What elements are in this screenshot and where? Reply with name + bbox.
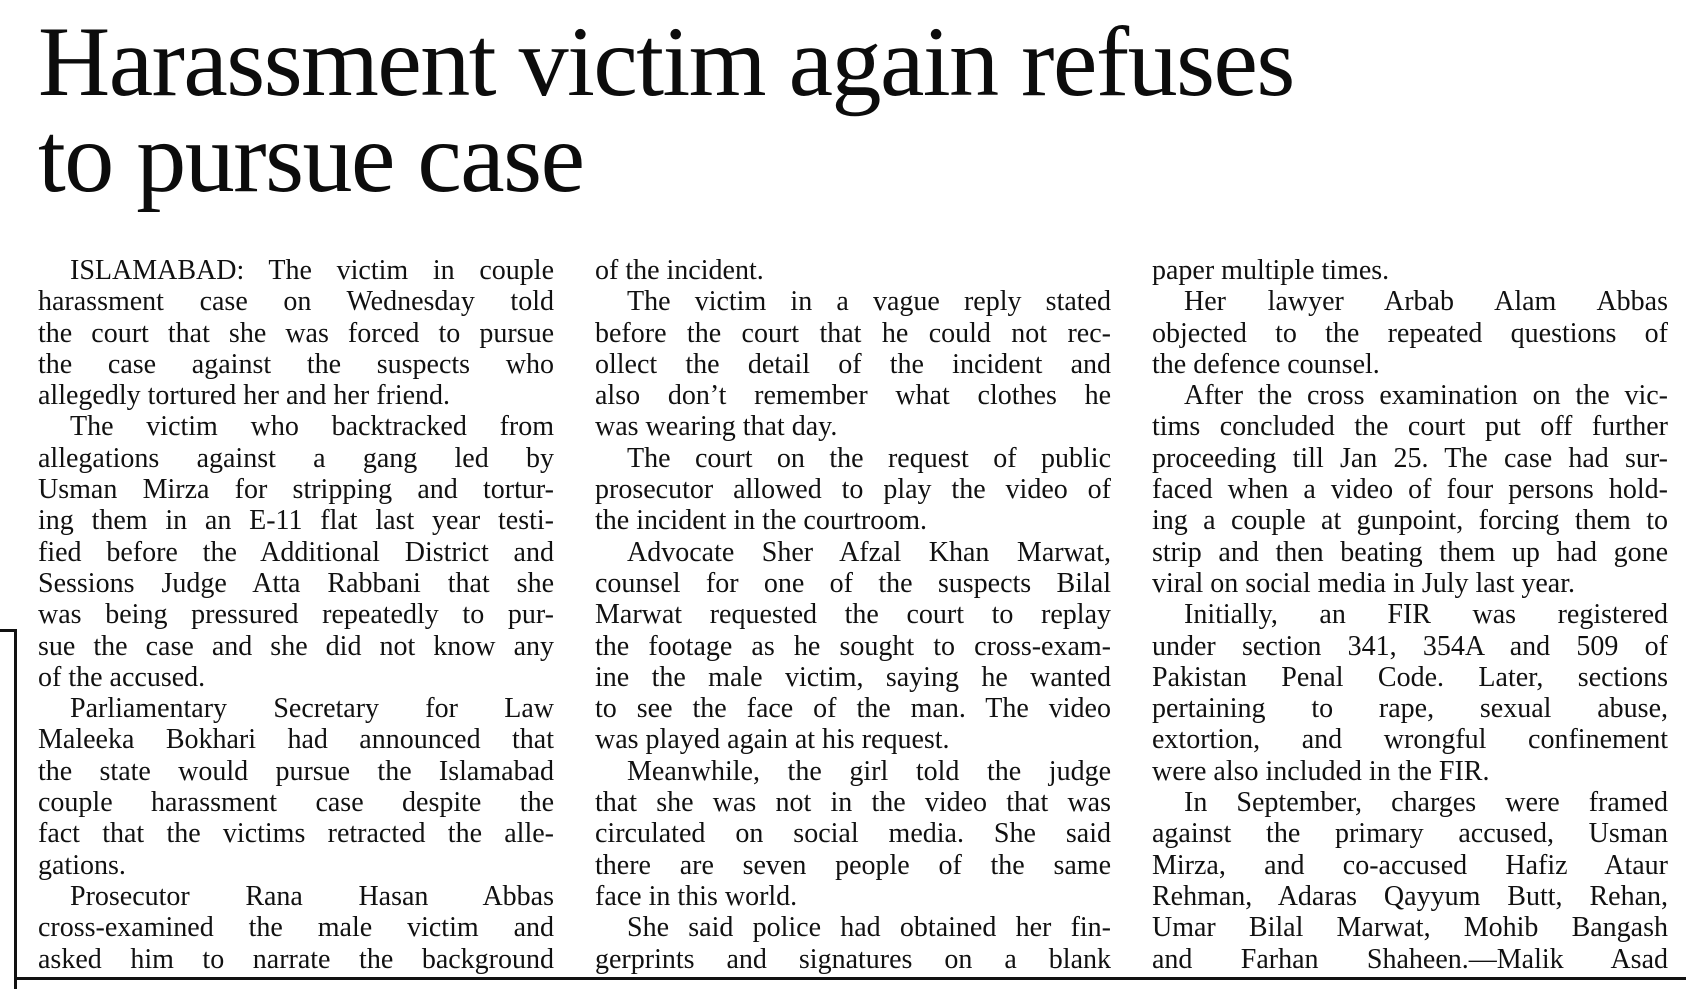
text-line: gations. <box>38 849 126 881</box>
text-line: was being pressured repeatedly to pur- <box>38 599 554 631</box>
text-line: strip and then beating them up had gone <box>1152 536 1668 568</box>
text-line: allegations against a gang led by <box>38 442 554 474</box>
text-line: Sessions Judge Atta Rabbani that she <box>38 567 554 599</box>
paragraph <box>38 693 554 881</box>
text-line: Marwat requested the court to replay <box>595 599 1111 631</box>
text-line: of the incident. <box>595 255 764 286</box>
paragraph <box>1152 286 1668 380</box>
text-line: proceeding till Jan 25. The case had sur- <box>1152 442 1668 474</box>
text-line: there are seven people of the same <box>595 849 1111 881</box>
text-line: pertaining to rape, sexual abuse, <box>1152 693 1668 725</box>
paragraph <box>38 881 554 975</box>
text-line: harassment case on Wednesday told <box>38 286 554 318</box>
text-line: Maleeka Bokhari had announced that <box>38 724 554 756</box>
headline-line-1: Harassment victim again refuses <box>38 6 1294 117</box>
text-line: Advocate Sher Afzal Khan Marwat, <box>627 536 1111 568</box>
article-column-3 <box>1152 255 1668 975</box>
text-line: ollect the detail of the incident and <box>595 348 1111 380</box>
text-line: was wearing that day. <box>595 411 838 443</box>
text-line: against the primary accused, Usman <box>1152 818 1668 850</box>
text-line: the state would pursue the Islamabad <box>38 755 554 787</box>
text-line: face in this world. <box>595 880 798 912</box>
text-line: ISLAMABAD: The victim in couple <box>70 255 554 286</box>
text-line: The victim who backtracked from <box>70 411 554 443</box>
paragraph <box>1152 599 1668 787</box>
text-line: couple harassment case despite the <box>38 787 554 819</box>
paragraph <box>1152 380 1668 599</box>
text-line: to see the face of the man. The video <box>595 693 1111 725</box>
text-line: paper multiple times. <box>1152 255 1390 286</box>
text-line: gerprints and signatures on a blank <box>595 943 1111 975</box>
paragraph <box>38 411 554 693</box>
text-line: ing a couple at gunpoint, forcing them to <box>1152 505 1668 537</box>
text-line: ing them in an E-11 flat last year testi- <box>38 505 554 537</box>
text-line: cross-examined the male victim and <box>38 912 554 944</box>
text-line: Her lawyer Arbab Alam Abbas <box>1184 286 1668 318</box>
text-line: extortion, and wrongful confinement <box>1152 724 1668 756</box>
text-line: Meanwhile, the girl told the judge <box>627 755 1111 787</box>
text-line: viral on social media in July last year. <box>1152 567 1576 599</box>
text-line: Umar Bilal Marwat, Mohib Bangash <box>1152 912 1668 944</box>
text-line: objected to the repeated questions of <box>1152 317 1668 349</box>
text-line: tims concluded the court put off further <box>1152 411 1668 443</box>
text-line: that she was not in the video that was <box>595 787 1111 819</box>
text-line: was played again at his request. <box>595 724 950 756</box>
paragraph <box>595 912 1111 975</box>
text-line: Usman Mirza for stripping and tortur- <box>38 474 554 506</box>
text-line: of the accused. <box>38 661 206 693</box>
text-line: Parliamentary Secretary for Law <box>70 693 554 725</box>
text-line: Pakistan Penal Code. Later, sections <box>1152 661 1668 693</box>
text-line: Initially, an FIR was registered <box>1184 599 1668 631</box>
text-line: before the court that he could not rec- <box>595 317 1111 349</box>
text-line: faced when a video of four persons hold- <box>1152 474 1668 506</box>
text-line: Mirza, and co-accused Hafiz Ataur <box>1152 849 1668 881</box>
text-line: Prosecutor Rana Hasan Abbas <box>70 880 554 912</box>
text-line: the court that she was forced to pursue <box>38 317 554 349</box>
headline <box>38 6 1538 213</box>
paragraph <box>595 255 1111 286</box>
text-line: fact that the victims retracted the alle- <box>38 818 554 850</box>
text-line: In September, charges were framed <box>1184 787 1668 819</box>
paragraph <box>1152 787 1668 975</box>
text-line: the footage as he sought to cross-exam- <box>595 630 1111 662</box>
text-line: and Farhan Shaheen.—Malik Asad <box>1152 943 1668 975</box>
clipping-border-left <box>14 629 17 989</box>
text-line: fied before the Additional District and <box>38 536 554 568</box>
article-column-1 <box>38 255 554 975</box>
clipping-border-bottom <box>17 977 1686 980</box>
text-line: the defence counsel. <box>1152 348 1380 380</box>
text-line: also don’t remember what clothes he <box>595 380 1111 412</box>
paragraph <box>1152 255 1668 286</box>
text-line: counsel for one of the suspects Bilal <box>595 567 1111 599</box>
paragraph <box>38 255 554 411</box>
text-line: sue the case and she did not know any <box>38 630 554 662</box>
paragraph <box>595 537 1111 756</box>
text-line: She said police had obtained her fin- <box>627 912 1111 944</box>
text-line: the case against the suspects who <box>38 348 554 380</box>
text-line: prosecutor allowed to play the video of <box>595 474 1111 506</box>
text-line: The victim in a vague reply stated <box>627 286 1111 318</box>
text-line: The court on the request of public <box>627 442 1111 474</box>
text-line: the incident in the courtroom. <box>595 505 928 537</box>
text-line: allegedly tortured her and her friend. <box>38 380 451 412</box>
article-column-2 <box>595 255 1111 975</box>
text-line: Rehman, Adaras Qayyum Butt, Rehan, <box>1152 880 1668 912</box>
paragraph <box>595 286 1111 442</box>
text-line: After the cross examination on the vic- <box>1184 380 1668 412</box>
text-line: were also included in the FIR. <box>1152 755 1490 787</box>
paragraph <box>595 756 1111 912</box>
text-line: ine the male victim, saying he wanted <box>595 661 1111 693</box>
headline-line-2: to pursue case <box>38 102 584 213</box>
text-line: circulated on social media. She said <box>595 818 1111 850</box>
text-line: asked him to narrate the background <box>38 943 554 975</box>
paragraph <box>595 443 1111 537</box>
text-line: under section 341, 354A and 509 of <box>1152 630 1668 662</box>
